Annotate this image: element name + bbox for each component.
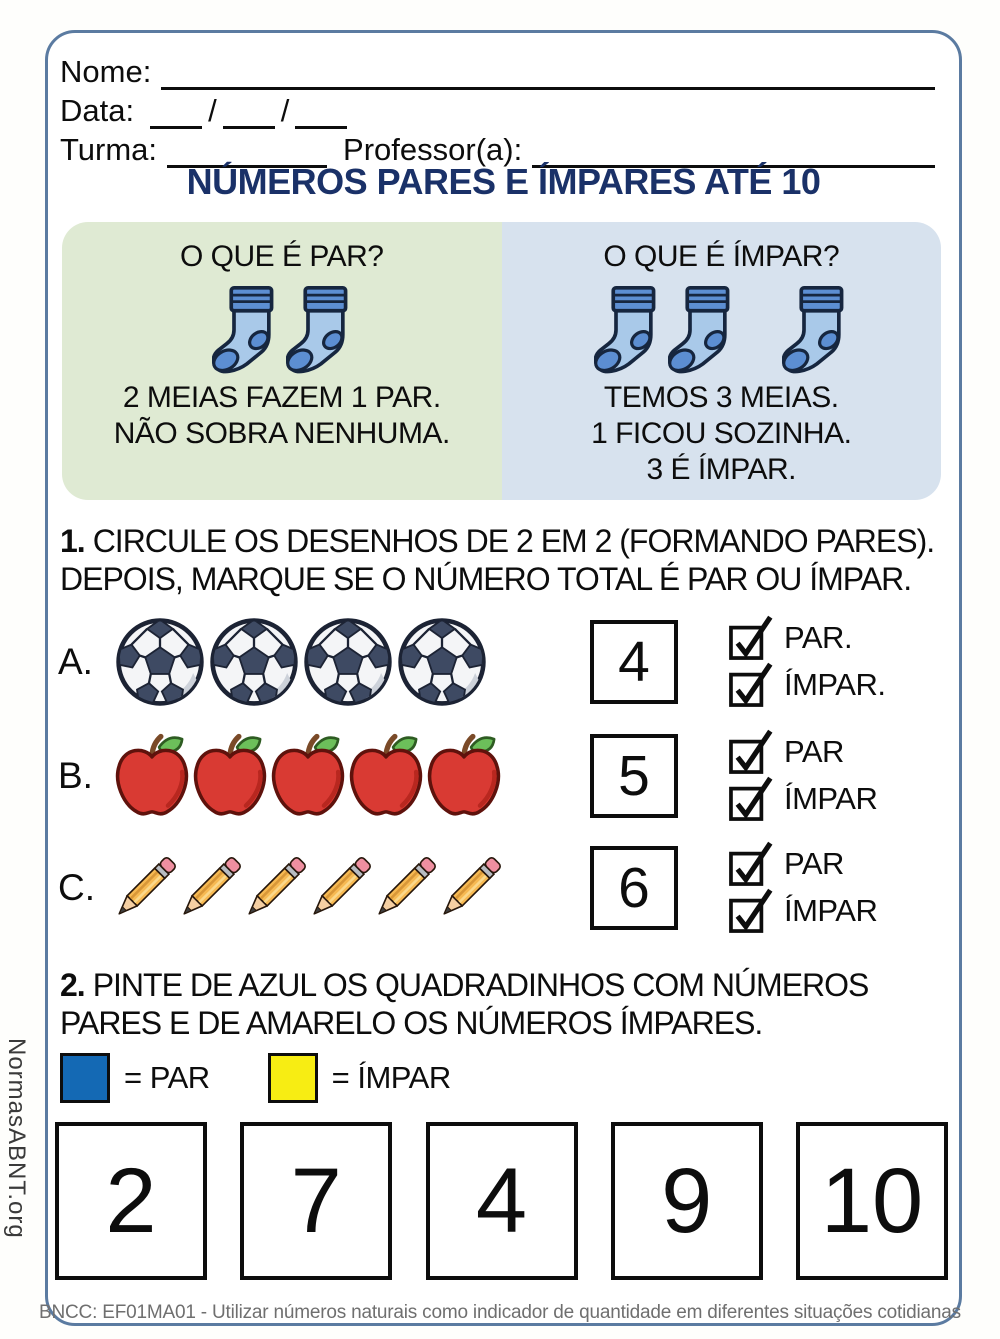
row-c-options	[728, 842, 877, 934]
row-b-option-impar	[728, 777, 877, 822]
bncc-footer: BNCC: EF01MA01 - Utilizar números naturais como indicador de quantidade em diferentes situações cotidianas	[39, 1302, 961, 1323]
row-a-label: A.	[58, 640, 93, 682]
date-label: Data:	[60, 93, 135, 128]
apple-icon	[113, 732, 191, 819]
name-field-row	[60, 51, 935, 90]
watermark-text: NormasABNT.org	[3, 1038, 30, 1239]
header-fields	[60, 51, 935, 168]
row-b-total-box: 5	[590, 734, 678, 818]
pencil-icon	[308, 839, 373, 936]
number-squares-row	[55, 1122, 948, 1280]
option-label: ÍMPAR.	[784, 667, 886, 702]
odd-box-title: O QUE É ÍMPAR?	[603, 240, 840, 273]
option-label: ÍMPAR	[784, 893, 878, 928]
option-label: PAR	[784, 734, 844, 769]
name-label: Nome:	[60, 54, 152, 89]
exercise1-row-c	[58, 839, 953, 936]
even-box-text-line: NÃO SOBRA NENHUMA.	[113, 417, 450, 450]
checked-checkbox-icon	[728, 776, 774, 822]
date-slash: /	[280, 93, 290, 128]
row-b-label: B.	[58, 754, 93, 796]
apple-icon	[191, 732, 269, 819]
exercise1-instruction-line1: CIRCULE OS DESENHOS DE 2 EM 2 (FORMANDO PARES).	[92, 523, 935, 559]
par-color-swatch	[60, 1053, 110, 1103]
sock-icon	[782, 282, 848, 378]
pencil-icon	[113, 839, 178, 936]
exercise1-number: 1.	[60, 523, 85, 559]
pencil-icon	[178, 839, 243, 936]
soccer-ball-icon	[207, 616, 301, 708]
checked-checkbox-icon	[728, 615, 774, 661]
date-year-blank	[295, 96, 347, 129]
sock-icon	[594, 282, 660, 378]
exercise1-instruction-line2: DEPOIS, MARQUE SE O NÚMERO TOTAL É PAR OU ÍMPAR.	[60, 561, 912, 597]
number-square: 9	[611, 1122, 763, 1280]
number-square: 10	[796, 1122, 948, 1280]
pencil-icon	[373, 839, 438, 936]
exercise2-number: 2.	[60, 967, 85, 1003]
date-day-blank	[150, 96, 202, 129]
pencil-icon	[243, 839, 308, 936]
date-slash: /	[208, 93, 217, 128]
exercise2-instruction-line1: PINTE DE AZUL OS QUADRADINHOS COM NÚMEROS	[92, 967, 869, 1003]
color-legend	[60, 1051, 451, 1105]
number-square: 7	[240, 1122, 392, 1280]
page-title: NÚMEROS PARES E ÍMPARES ATÉ 10	[186, 161, 821, 202]
odd-socks-illustration	[502, 282, 942, 380]
impar-swatch-label: = ÍMPAR	[331, 1060, 451, 1095]
apple-icon	[269, 732, 347, 819]
impar-color-swatch	[268, 1053, 318, 1103]
soccer-ball-icon	[113, 616, 207, 708]
even-box-title: O QUE É PAR?	[179, 240, 384, 273]
pencil-icon	[438, 839, 503, 936]
row-c-option-impar	[728, 889, 877, 934]
row-a-option-par	[728, 616, 886, 661]
apple-icon	[425, 732, 503, 819]
row-b-items	[113, 727, 503, 824]
row-a-options	[728, 616, 886, 708]
row-a-items	[113, 613, 489, 710]
name-blank-line	[161, 57, 935, 90]
sock-icon	[286, 282, 352, 378]
number-square: 4	[426, 1122, 578, 1280]
exercise1-row-a	[58, 613, 953, 710]
option-label: PAR.	[784, 620, 853, 655]
option-label: ÍMPAR	[784, 781, 878, 816]
row-b-option-par	[728, 730, 877, 775]
row-c-total-box: 6	[590, 846, 678, 930]
exercise2-instruction-line2: PARES E DE AMARELO OS NÚMEROS ÍMPARES.	[60, 1005, 763, 1041]
even-concept-box	[62, 222, 502, 500]
even-box-text-line: 2 MEIAS FAZEM 1 PAR.	[122, 381, 441, 414]
row-a-option-impar	[728, 663, 886, 708]
odd-box-text-line: 1 FICOU SOZINHA.	[591, 417, 852, 450]
date-field-row	[60, 90, 935, 129]
concept-boxes	[62, 222, 941, 500]
even-socks-illustration	[62, 282, 502, 380]
checked-checkbox-icon	[728, 662, 774, 708]
teacher-label: Professor(a):	[343, 132, 523, 167]
soccer-ball-icon	[301, 616, 395, 708]
exercise1-instruction	[60, 522, 950, 598]
sock-icon	[212, 282, 278, 378]
row-c-label: C.	[58, 866, 95, 908]
odd-concept-box	[502, 222, 942, 500]
odd-box-text-line: TEMOS 3 MEIAS.	[603, 381, 839, 414]
checked-checkbox-icon	[728, 888, 774, 934]
checked-checkbox-icon	[728, 841, 774, 887]
exercise1-row-b	[58, 727, 953, 824]
odd-box-text-line: 3 É ÍMPAR.	[646, 453, 796, 486]
worksheet-border	[45, 30, 962, 1326]
class-label: Turma:	[60, 132, 158, 167]
option-label: PAR	[784, 846, 844, 881]
row-c-items	[113, 839, 503, 936]
number-square: 2	[55, 1122, 207, 1280]
row-a-total-box: 4	[590, 620, 678, 704]
date-month-blank	[223, 96, 275, 129]
row-c-option-par	[728, 842, 877, 887]
row-b-options	[728, 730, 877, 822]
soccer-ball-icon	[395, 616, 489, 708]
apple-icon	[347, 732, 425, 819]
par-swatch-label: = PAR	[124, 1060, 210, 1095]
checked-checkbox-icon	[728, 729, 774, 775]
exercise2-instruction	[60, 966, 950, 1042]
sock-icon	[668, 282, 734, 378]
